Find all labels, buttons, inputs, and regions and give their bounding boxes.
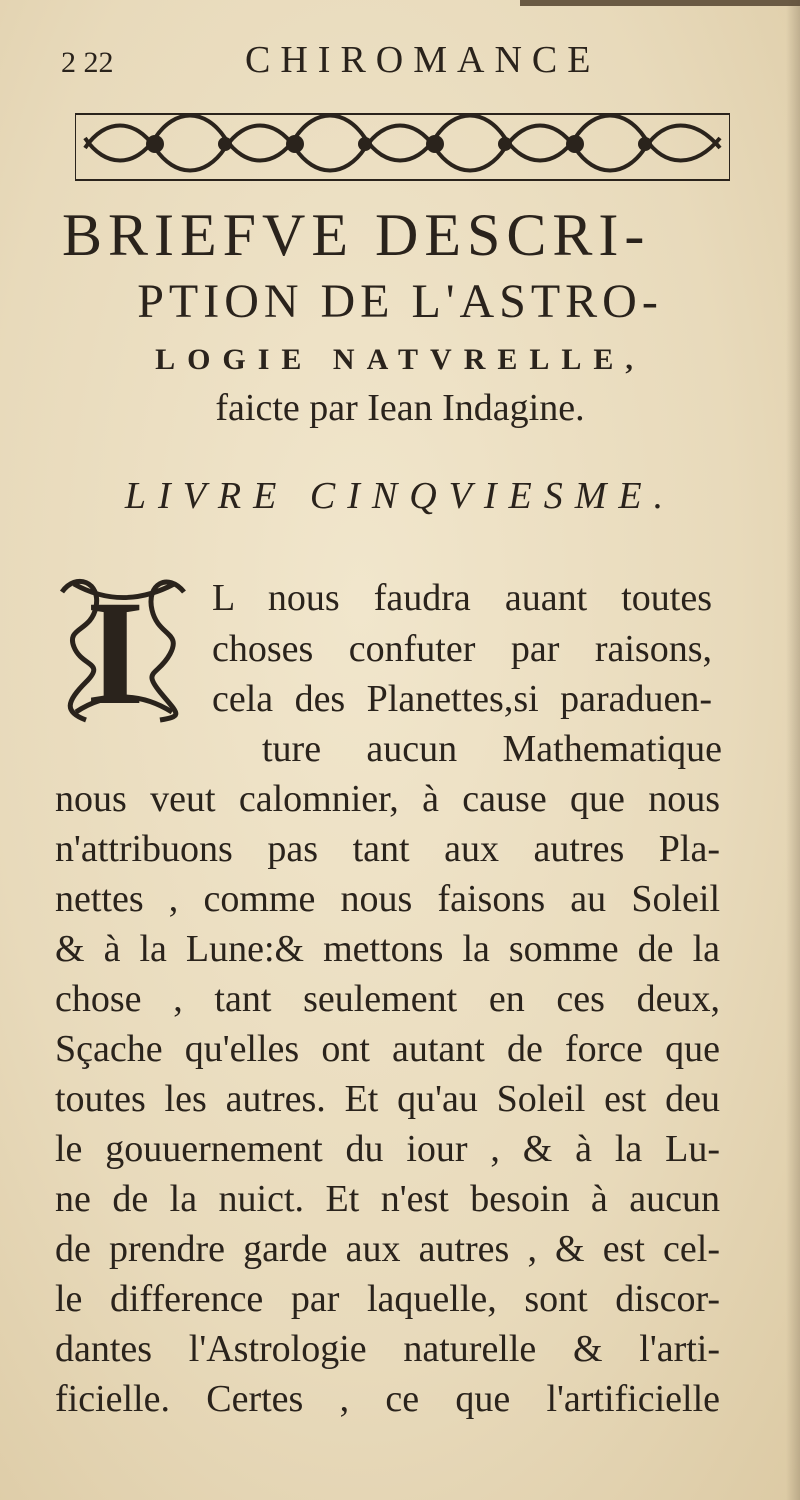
title-line-2: PTION DE L'ASTRO- <box>137 275 663 328</box>
text-line: cela des Planettes,si paraduen- <box>212 678 712 720</box>
text-line: nettes , comme nous faisons au Soleil <box>55 878 720 920</box>
book-heading: LIVRE CINQVIESME. <box>124 475 676 517</box>
running-title: CHIROMANCE <box>245 39 601 81</box>
woodcut-ornament-band <box>75 108 730 186</box>
text-line: Sçache qu'elles ont autant de force que <box>55 1028 720 1070</box>
text-line: toutes les autres. Et qu'au Soleil est deu <box>55 1078 720 1120</box>
title-line-4: faicte par Iean Indagine. <box>215 387 585 429</box>
text-line: chose , tant seulement en ces deux, <box>55 978 720 1020</box>
text-line: le gouuernement du iour , & à la Lu- <box>55 1128 720 1170</box>
page-top-shadow <box>520 0 800 6</box>
text-line: ficielle. Certes , ce que l'artificielle <box>55 1378 720 1420</box>
decorated-initial <box>56 570 190 736</box>
page-edge-shadow <box>786 0 800 1500</box>
text-line: ne de la nuict. Et n'est besoin à aucun <box>55 1178 720 1220</box>
text-line: dantes l'Astrologie naturelle & l'arti- <box>55 1328 720 1370</box>
text-line: le difference par laquelle, sont discor- <box>55 1278 720 1320</box>
text-line: L nous faudra auant toutes <box>212 577 712 619</box>
title-line-3: LOGIE NATVRELLE, <box>155 343 645 376</box>
initial-letter: I <box>86 570 145 736</box>
text-line: ture aucun Mathematique <box>262 728 722 770</box>
title-line-1: BRIEFVE DESCRI- <box>62 202 651 268</box>
text-line: nous veut calomnier, à cause que nous <box>55 778 720 820</box>
page-number: 2 22 <box>61 46 114 79</box>
chapter-title <box>40 200 760 432</box>
text-line: & à la Lune:& mettons la somme de la <box>55 928 720 970</box>
page-header <box>55 38 735 88</box>
text-line: choses confuter par raisons, <box>212 628 712 670</box>
text-line: n'attribuons pas tant aux autres Pla- <box>55 828 720 870</box>
text-line: de prendre garde aux autres , & est cel- <box>55 1228 720 1270</box>
